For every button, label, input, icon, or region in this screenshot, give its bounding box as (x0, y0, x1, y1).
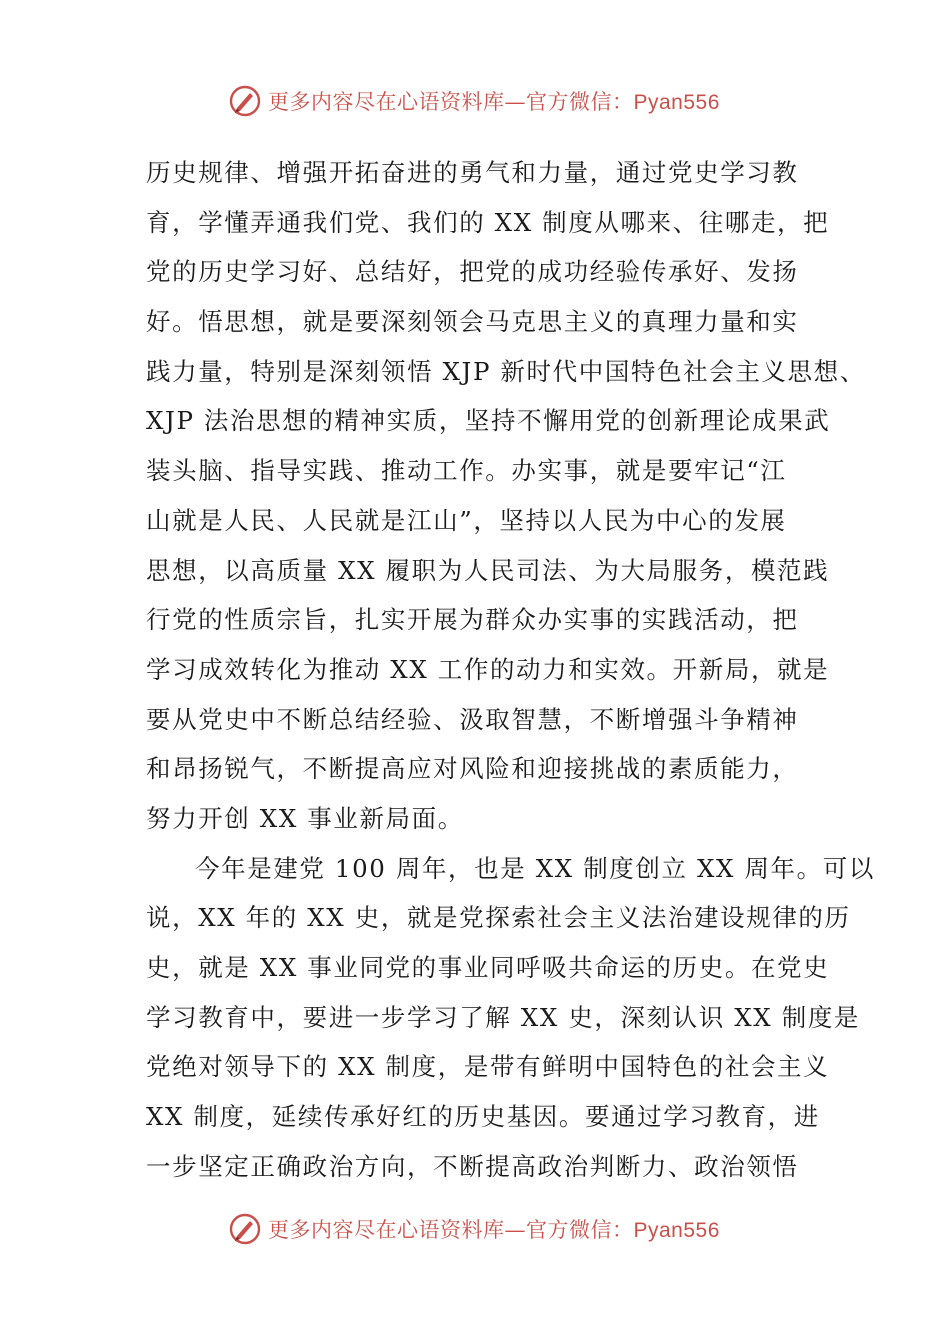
text-line: 一步坚定正确政治方向，不断提高政治判断力、政治领悟 (146, 1151, 799, 1181)
document-body (146, 148, 875, 1191)
pen-circle-icon (228, 84, 262, 118)
text-line: XJP 法治思想的精神实质，坚持不懈用党的创新理论成果武 (146, 406, 831, 436)
text-line: 史，就是 XX 事业同党的事业同呼吸共命运的历史。在党史 (146, 953, 830, 982)
text-line: 行党的性质宗旨，扎实开展为群众办实事的实践活动，把 (146, 605, 799, 635)
footer-watermark (0, 1212, 950, 1252)
text-line: 装头脑、指导实践、推动工作。办实事，就是要牢记“江 (146, 456, 787, 486)
text-line: 育，学懂弄通我们党、我们的 XX 制度从哪来、往哪走，把 (146, 207, 830, 237)
text-line: 党绝对领导下的 XX 制度，是带有鲜明中国特色的社会主义 (146, 1052, 830, 1082)
text-line: 党的历史学习好、总结好，把党的成功经验传承好、发扬 (146, 257, 799, 287)
paragraph (146, 148, 866, 844)
text-line: 历史规律、增强开拓奋进的勇气和力量，通过党史学习教 (146, 158, 799, 187)
text-line: 学习教育中，要进一步学习了解 XX 史，深刻认识 XX 制度是 (146, 1002, 861, 1032)
text-line: 学习成效转化为推动 XX 工作的动力和实效。开新局，就是 (146, 654, 830, 684)
text-line: 努力开创 XX 事业新局面。 (146, 803, 464, 833)
header-watermark (0, 84, 950, 124)
text-line: 今年是建党 100 周年，也是 XX 制度创立 XX 周年。可以 (195, 853, 875, 883)
text-line: 和昂扬锐气，不断提高应对风险和迎接挑战的素质能力， (146, 754, 799, 784)
text-line: 思想，以高质量 XX 履职为人民司法、为大局服务，模范践 (146, 555, 830, 585)
pen-circle-icon (228, 1212, 262, 1246)
text-line: 山就是人民、人民就是江山”，坚持以人民为中心的发展 (146, 505, 787, 535)
text-line: 要从党史中不断总结经验、汲取智慧，不断增强斗争精神 (146, 704, 799, 734)
text-line: XX 制度，延续传承好红的历史基因。要通过学习教育，进 (146, 1102, 820, 1132)
paragraph (146, 844, 875, 1192)
text-line: 说，XX 年的 XX 史，就是党探索社会主义法治建设规律的历 (146, 903, 851, 933)
watermark-text: 更多内容尽在心语资料库—官方微信：Pyan556 (268, 1218, 720, 1242)
text-line: 践力量，特别是深刻领悟 XJP 新时代中国特色社会主义思想、 (146, 356, 866, 386)
text-line: 好。悟思想，就是要深刻领会马克思主义的真理力量和实 (146, 307, 799, 337)
watermark-text: 更多内容尽在心语资料库—官方微信：Pyan556 (268, 90, 720, 114)
